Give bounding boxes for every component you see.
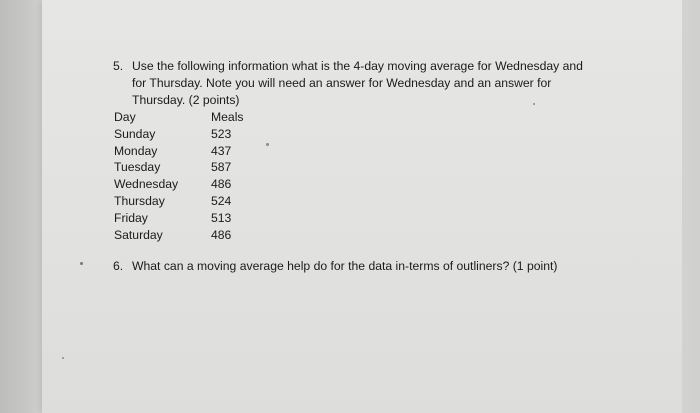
- question-6-number: 6.: [113, 259, 124, 273]
- day-cell: Friday: [114, 210, 148, 225]
- header-day: Day: [114, 110, 136, 124]
- day-cell: Monday: [114, 143, 158, 158]
- day-cell: Tuesday: [114, 160, 161, 175]
- paper-edge: [682, 0, 700, 413]
- meals-cell: 523: [211, 126, 232, 141]
- question-6: [113, 258, 557, 275]
- question-5: [113, 58, 593, 108]
- document-content: [113, 58, 593, 273]
- meals-cell: 437: [211, 143, 232, 158]
- question-5-number: 5.: [113, 59, 124, 73]
- day-cell: Sunday: [114, 126, 156, 141]
- question-5-text: Use the following information what is the 4-day moving average for Wednesday and for Thursday. Note you will need an answer for Wednesday and an answer for Thursday. (2 points): [132, 59, 583, 107]
- meals-cell: 524: [211, 193, 232, 208]
- question-6-text: What can a moving average help do for the data in-terms of outliners? (1 point): [132, 259, 558, 273]
- meals-cell: 513: [211, 210, 232, 225]
- day-cell: Saturday: [114, 227, 163, 242]
- meals-cell: 486: [211, 227, 232, 242]
- header-meals: Meals: [211, 110, 244, 124]
- speck: [266, 143, 269, 146]
- speck: [62, 357, 64, 359]
- speck: [80, 262, 83, 265]
- meals-cell: 486: [211, 177, 232, 192]
- meals-cell: 587: [211, 160, 232, 175]
- day-cell: Wednesday: [114, 177, 179, 192]
- day-cell: Thursday: [114, 193, 165, 208]
